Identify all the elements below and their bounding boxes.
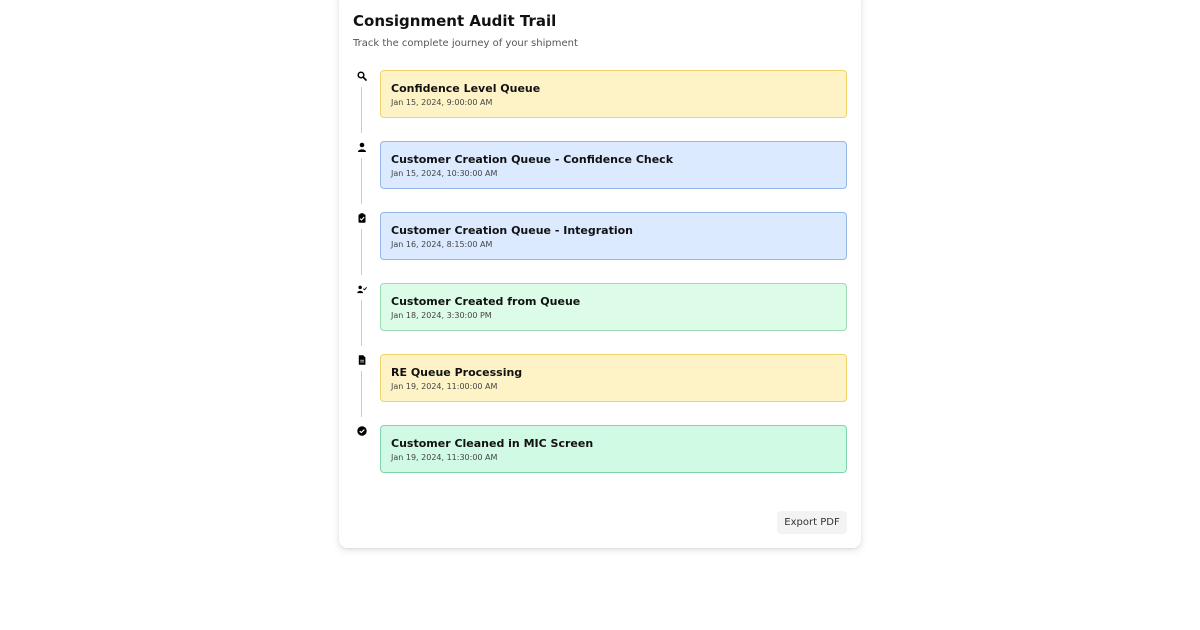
timeline-connector: [361, 371, 362, 417]
event-card[interactable]: [380, 70, 847, 118]
event-title: Customer Creation Queue - Confidence Check: [391, 153, 674, 166]
event-card[interactable]: [380, 212, 847, 260]
event-title: Confidence Level Queue: [391, 82, 541, 95]
search-icon: [356, 70, 368, 82]
event-title: Customer Created from Queue: [391, 295, 581, 308]
event-timestamp: Jan 18, 2024, 3:30:00 PM: [391, 311, 492, 320]
user-check-icon: [356, 283, 368, 295]
user-icon: [356, 141, 368, 153]
timeline-event: [339, 141, 861, 212]
event-title: RE Queue Processing: [391, 366, 523, 379]
timeline-event: [339, 354, 861, 425]
event-timestamp: Jan 16, 2024, 8:15:00 AM: [391, 240, 493, 249]
export-pdf-button[interactable]: Export PDF: [777, 511, 847, 534]
event-timestamp: Jan 15, 2024, 10:30:00 AM: [391, 169, 498, 178]
check-circle-icon: [356, 425, 368, 437]
page-title: Consignment Audit Trail: [353, 12, 557, 30]
timeline-connector: [361, 87, 362, 133]
event-card[interactable]: [380, 425, 847, 473]
event-card[interactable]: [380, 283, 847, 331]
event-title: Customer Creation Queue - Integration: [391, 224, 634, 237]
timeline-connector: [361, 229, 362, 275]
event-timestamp: Jan 19, 2024, 11:30:00 AM: [391, 453, 498, 462]
event-title: Customer Cleaned in MIC Screen: [391, 437, 594, 450]
event-timestamp: Jan 15, 2024, 9:00:00 AM: [391, 98, 493, 107]
timeline-event: [339, 70, 861, 141]
document-icon: [356, 354, 368, 366]
event-timestamp: Jan 19, 2024, 11:00:00 AM: [391, 382, 498, 391]
event-card[interactable]: [380, 354, 847, 402]
audit-trail-card: [339, 0, 861, 548]
timeline-event: [339, 212, 861, 283]
timeline-connector: [361, 158, 362, 204]
timeline-event: [339, 425, 861, 496]
event-card[interactable]: [380, 141, 847, 189]
clipboard-check-icon: [356, 212, 368, 224]
page-subtitle: Track the complete journey of your shipment: [353, 38, 578, 49]
timeline-connector: [361, 300, 362, 346]
timeline-event: [339, 283, 861, 354]
